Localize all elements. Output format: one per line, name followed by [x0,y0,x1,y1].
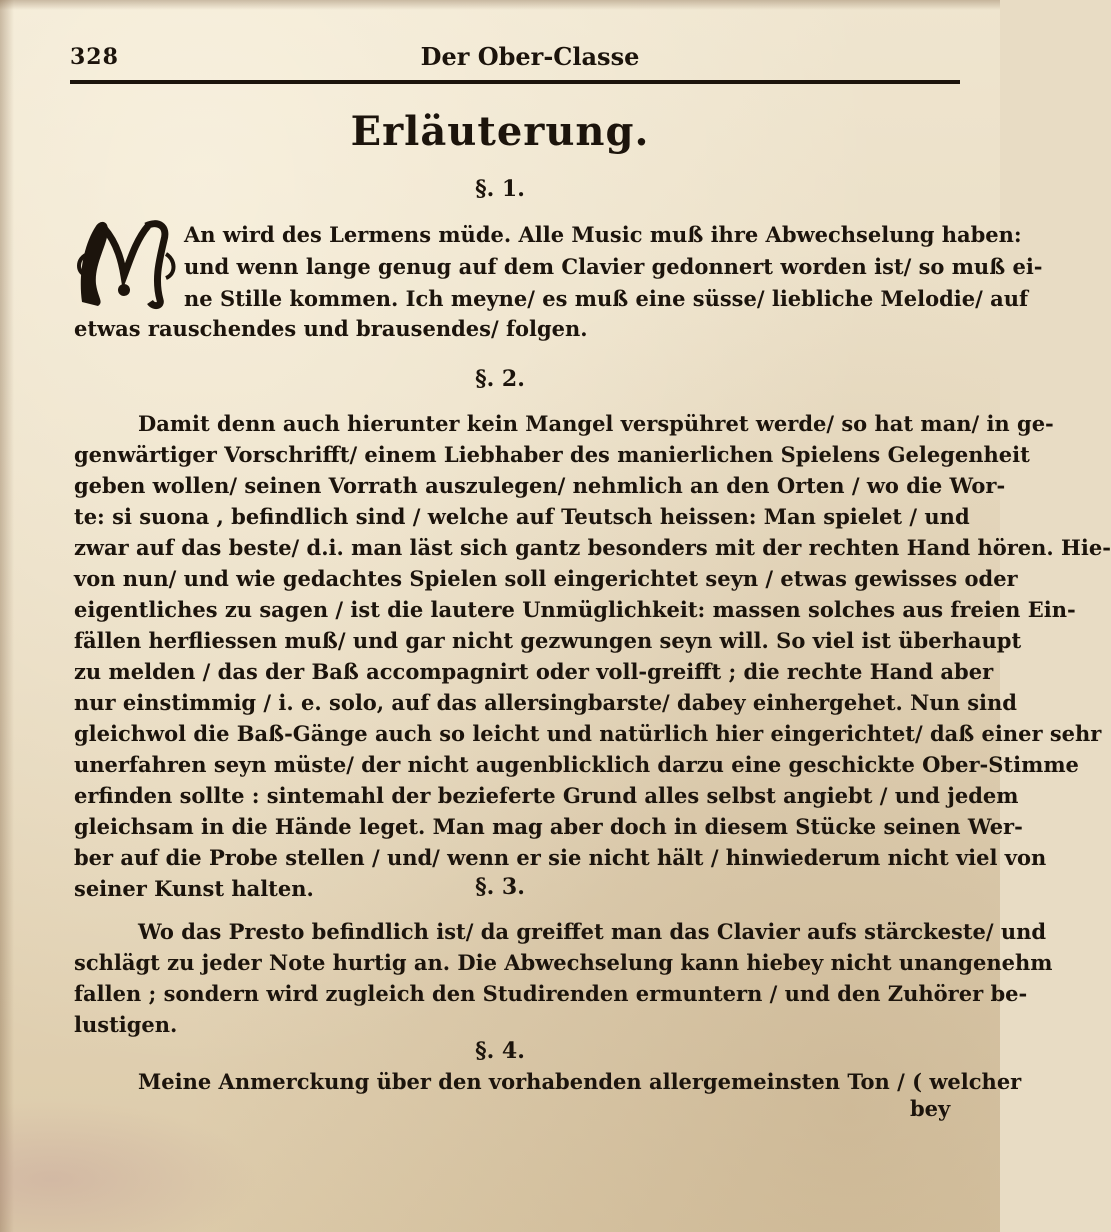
text-line: seiner Kunst halten. [74,876,314,901]
section-mark-2: §. 2. [475,366,525,392]
text-line: fallen ; sondern wird zugleich den Studirenden ermuntern / und den Zuhörer be- [74,981,1028,1006]
section-mark-4: §. 4. [475,1038,525,1064]
page-title: Erläuterung. [350,108,650,155]
text-line: gleichsam in die Hände leget. Man mag aber doch in diesem Stücke seinen Wer- [74,814,1023,839]
paragraph-4 [74,1066,1022,1097]
text-line: te: si suona , befindlich sind / welche auf Teutsch heissen: Man spielet / und [74,504,970,529]
text-line: etwas rauschendes und brausendes/ folgen. [74,316,588,341]
text-line: zwar auf das beste/ d.i. man läst sich gantz besonders mit der rechten Hand hören. Hie- [74,535,1111,560]
ornamental-initial-graphic [74,214,178,310]
text-line: von nun/ und wie gedachtes Spielen soll eingerichtet seyn / etwas gewisses oder [74,566,1018,591]
page-header [70,38,960,78]
paper-stain [0,1100,260,1232]
section-mark-1: §. 1. [475,176,525,202]
catchword: bey [910,1096,951,1121]
text-line: Meine Anmerckung über den vorhabenden allergemeinsten Ton / ( welcher [138,1069,1022,1094]
text-line: nur einstimmig / i. e. solo, auf das allersingbarste/ dabey einhergehet. Nun sind [74,690,1017,715]
text-line: und wenn lange genug auf dem Clavier gedonnert worden ist/ so muß ei- [184,254,1043,279]
page-number: 328 [70,44,119,70]
paragraph-2 [74,408,1111,904]
text-line: lustigen. [74,1012,178,1037]
header-rule [70,80,960,84]
text-line: erfinden sollte : sintemahl der bezieferte Grund alles selbst angiebt / und jedem [74,783,1019,808]
text-line: geben wollen/ seinen Vorrath auszulegen/ nehmlich an den Orten / wo die Wor- [74,473,1006,498]
paragraph-3 [74,916,1053,1040]
text-line: ber auf die Probe stellen / und/ wenn er sie nicht hält / hinwiederum nicht viel von [74,845,1047,870]
text-line: An wird des Lermens müde. Alle Music muß ihre Abwechselung haben: [184,222,1022,247]
section-mark-3: §. 3. [475,874,525,900]
page-shadow-top [0,0,1000,10]
text-line: ne Stille kommen. Ich meyne/ es muß eine süsse/ liebliche Melodie/ auf [184,286,1029,311]
text-line: eigentliches zu sagen / ist die lautere Unmüglichkeit: massen solches aus freien Ein- [74,597,1076,622]
text-line: genwärtiger Vorschrifft/ einem Liebhaber des manierlichen Spielens Gelegenheit [74,442,1030,467]
text-line: fällen herfliessen muß/ und gar nicht gezwungen seyn will. So viel ist überhaupt [74,628,1022,653]
text-line: Wo das Presto befindlich ist/ da greiffet man das Clavier aufs stärckeste/ und [138,919,1047,944]
text-line: zu melden / das der Baß accompagnirt oder voll-greifft ; die rechte Hand aber [74,659,994,684]
decorated-initial [74,214,178,310]
text-line: schlägt zu jeder Note hurtig an. Die Abwechselung kann hiebey nicht unangenehm [74,950,1053,975]
running-head: Der Ober-Classe [420,42,640,71]
text-line: Damit denn auch hierunter kein Mangel verspühret werde/ so hat man/ in ge- [138,411,1054,436]
text-line: gleichwol die Baß-Gänge auch so leicht und natürlich hier eingerichtet/ daß einer sehr [74,721,1102,746]
text-line: unerfahren seyn müste/ der nicht augenblicklich darzu eine geschickte Ober-Stimme [74,752,1079,777]
